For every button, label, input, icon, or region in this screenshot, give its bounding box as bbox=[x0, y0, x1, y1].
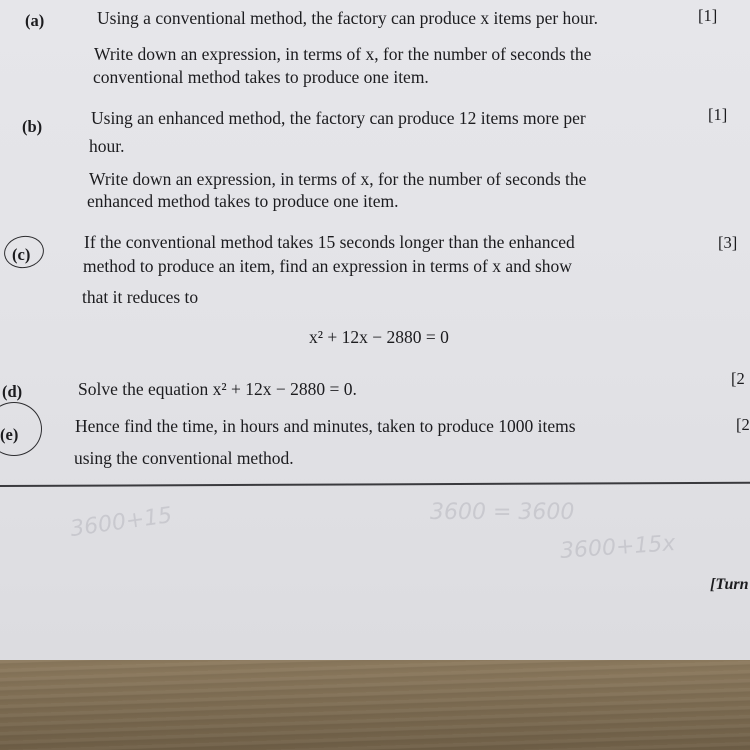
part-a-label: (a) bbox=[25, 11, 45, 30]
part-c-line1: If the conventional method takes 15 seconds longer than the enhanced bbox=[84, 232, 575, 252]
part-d-label: (d) bbox=[2, 382, 23, 401]
part-a-line1: Using a conventional method, the factory can produce x items per hour. bbox=[97, 8, 599, 28]
part-b-line4: enhanced method takes to produce one item. bbox=[87, 191, 399, 211]
part-d-marks: [2 bbox=[731, 369, 745, 388]
bleed-through-writing: 3600+15x bbox=[559, 531, 677, 564]
section-divider bbox=[0, 482, 750, 487]
part-b-marks: [1] bbox=[708, 105, 728, 124]
part-e-line1: Hence find the time, in hours and minutes, taken to produce 1000 items bbox=[75, 416, 576, 436]
part-a-line3: conventional method takes to produce one item. bbox=[93, 67, 429, 87]
part-c-line3: that it reduces to bbox=[82, 287, 199, 307]
part-e-marks: [2 bbox=[736, 415, 750, 434]
part-c-label: (c) bbox=[12, 245, 31, 264]
bleed-through-writing: 3600 = 3600 bbox=[430, 500, 575, 525]
desk-surface bbox=[0, 660, 750, 750]
part-c-equation: x² + 12x − 2880 = 0 bbox=[309, 327, 449, 347]
part-c-marks: [3] bbox=[718, 233, 738, 252]
part-b-line3: Write down an expression, in terms of x, for the number of seconds the bbox=[89, 169, 587, 189]
turn-over-label: [Turn bbox=[710, 576, 749, 593]
part-d-text: Solve the equation x² + 12x − 2880 = 0. bbox=[78, 379, 357, 399]
bleed-through-writing: 3600+15 bbox=[68, 502, 174, 543]
part-b-line2: hour. bbox=[89, 136, 125, 156]
part-c-line2: method to produce an item, find an expression in terms of x and show bbox=[83, 256, 572, 276]
part-b-label: (b) bbox=[22, 117, 43, 136]
part-e-line2: using the conventional method. bbox=[74, 448, 294, 468]
part-a-line2: Write down an expression, in terms of x, for the number of seconds the bbox=[94, 44, 592, 64]
part-a-marks: [1] bbox=[698, 6, 718, 25]
part-b-line1: Using an enhanced method, the factory can produce 12 items more per bbox=[91, 108, 586, 128]
part-e-label: (e) bbox=[0, 425, 19, 444]
